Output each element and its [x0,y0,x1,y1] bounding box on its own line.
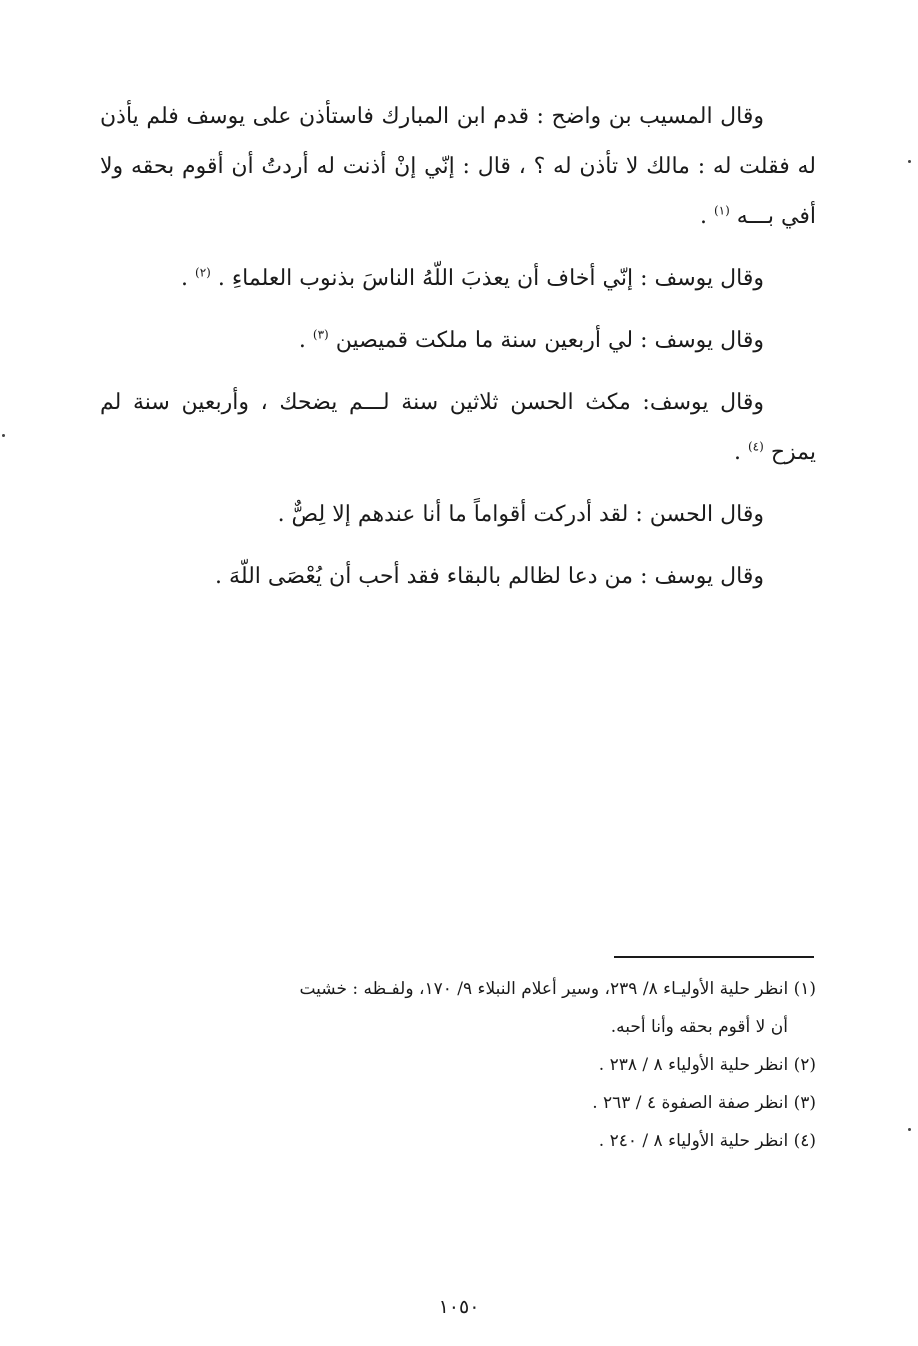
footnote-divider [614,956,814,958]
paragraph-text: وقال يوسف : لي أربعين سنة ما ملكت قميصين [335,328,764,353]
paragraph [100,490,816,540]
paragraph-end: . [181,266,188,291]
paragraph-end: . [298,328,306,353]
scan-speck [2,434,5,437]
paragraph-text: وقال المسيب بن واضح : قدم ابن المبارك فاستأذن على يوسف فلم يأذن له فقلت له : مالك لا تأذن له ؟ ، قال : إنّي إنْ أذنت له أردتُ أن أقوم بحقه ولا أفي بـــه [100,104,816,229]
scan-speck [908,160,911,163]
footnote [100,1050,816,1080]
footnote [100,974,816,1004]
footnote-marker: (٣) [312,327,329,342]
paragraph-text: وقال يوسف: مكث الحسن ثلاثين سنة لـــم يضحك ، وأربعين سنة لم يمزح [100,390,816,465]
paragraph [100,254,816,304]
footnote-continuation: أن لا أقوم بحقه وأنا أحبه. [610,1017,788,1037]
footnote-text: (٤) انظر حلية الأولياء ٨ / ٢٤٠ . [598,1131,816,1151]
paragraph [100,316,816,366]
main-text [100,92,816,614]
paragraph [100,92,816,242]
paragraph [100,378,816,478]
footnote-marker: (٤) [747,439,764,454]
footnote [100,1088,816,1118]
footnote-marker: (٢) [195,265,211,280]
footnote [100,1126,816,1156]
footnote-text: (١) انظر حلية الأوليـاء ٨/ ٢٣٩، وسير أعلام النبلاء ٩/ ١٧٠، ولفـظه : خشيت [299,979,816,999]
footnote-text: (٢) انظر حلية الأولياء ٨ / ٢٣٨ . [598,1055,816,1075]
footnotes [100,974,816,1164]
page-number: ١٠٥٠ [438,1296,480,1318]
paragraph-end: . [699,204,707,229]
paragraph-text: وقال يوسف : من دعا لظالم بالبقاء فقد أحب أن يُعْصَى اللّهَ . [215,564,764,589]
paragraph [100,552,816,602]
paragraph-text: وقال يوسف : إنّي أخاف أن يعذبَ اللّهُ الناسَ بذنوب العلماءِ . [217,266,764,291]
paragraph-text: وقال الحسن : لقد أدركت أقواماً ما أنا عندهم إلا لِصٌّ . [277,502,764,527]
paragraph-end: . [733,440,741,465]
scan-speck [908,1128,911,1131]
footnote-marker: (١) [713,203,730,218]
footnote-text: (٣) انظر صفة الصفوة ٤ / ٢٦٣ . [592,1093,816,1113]
